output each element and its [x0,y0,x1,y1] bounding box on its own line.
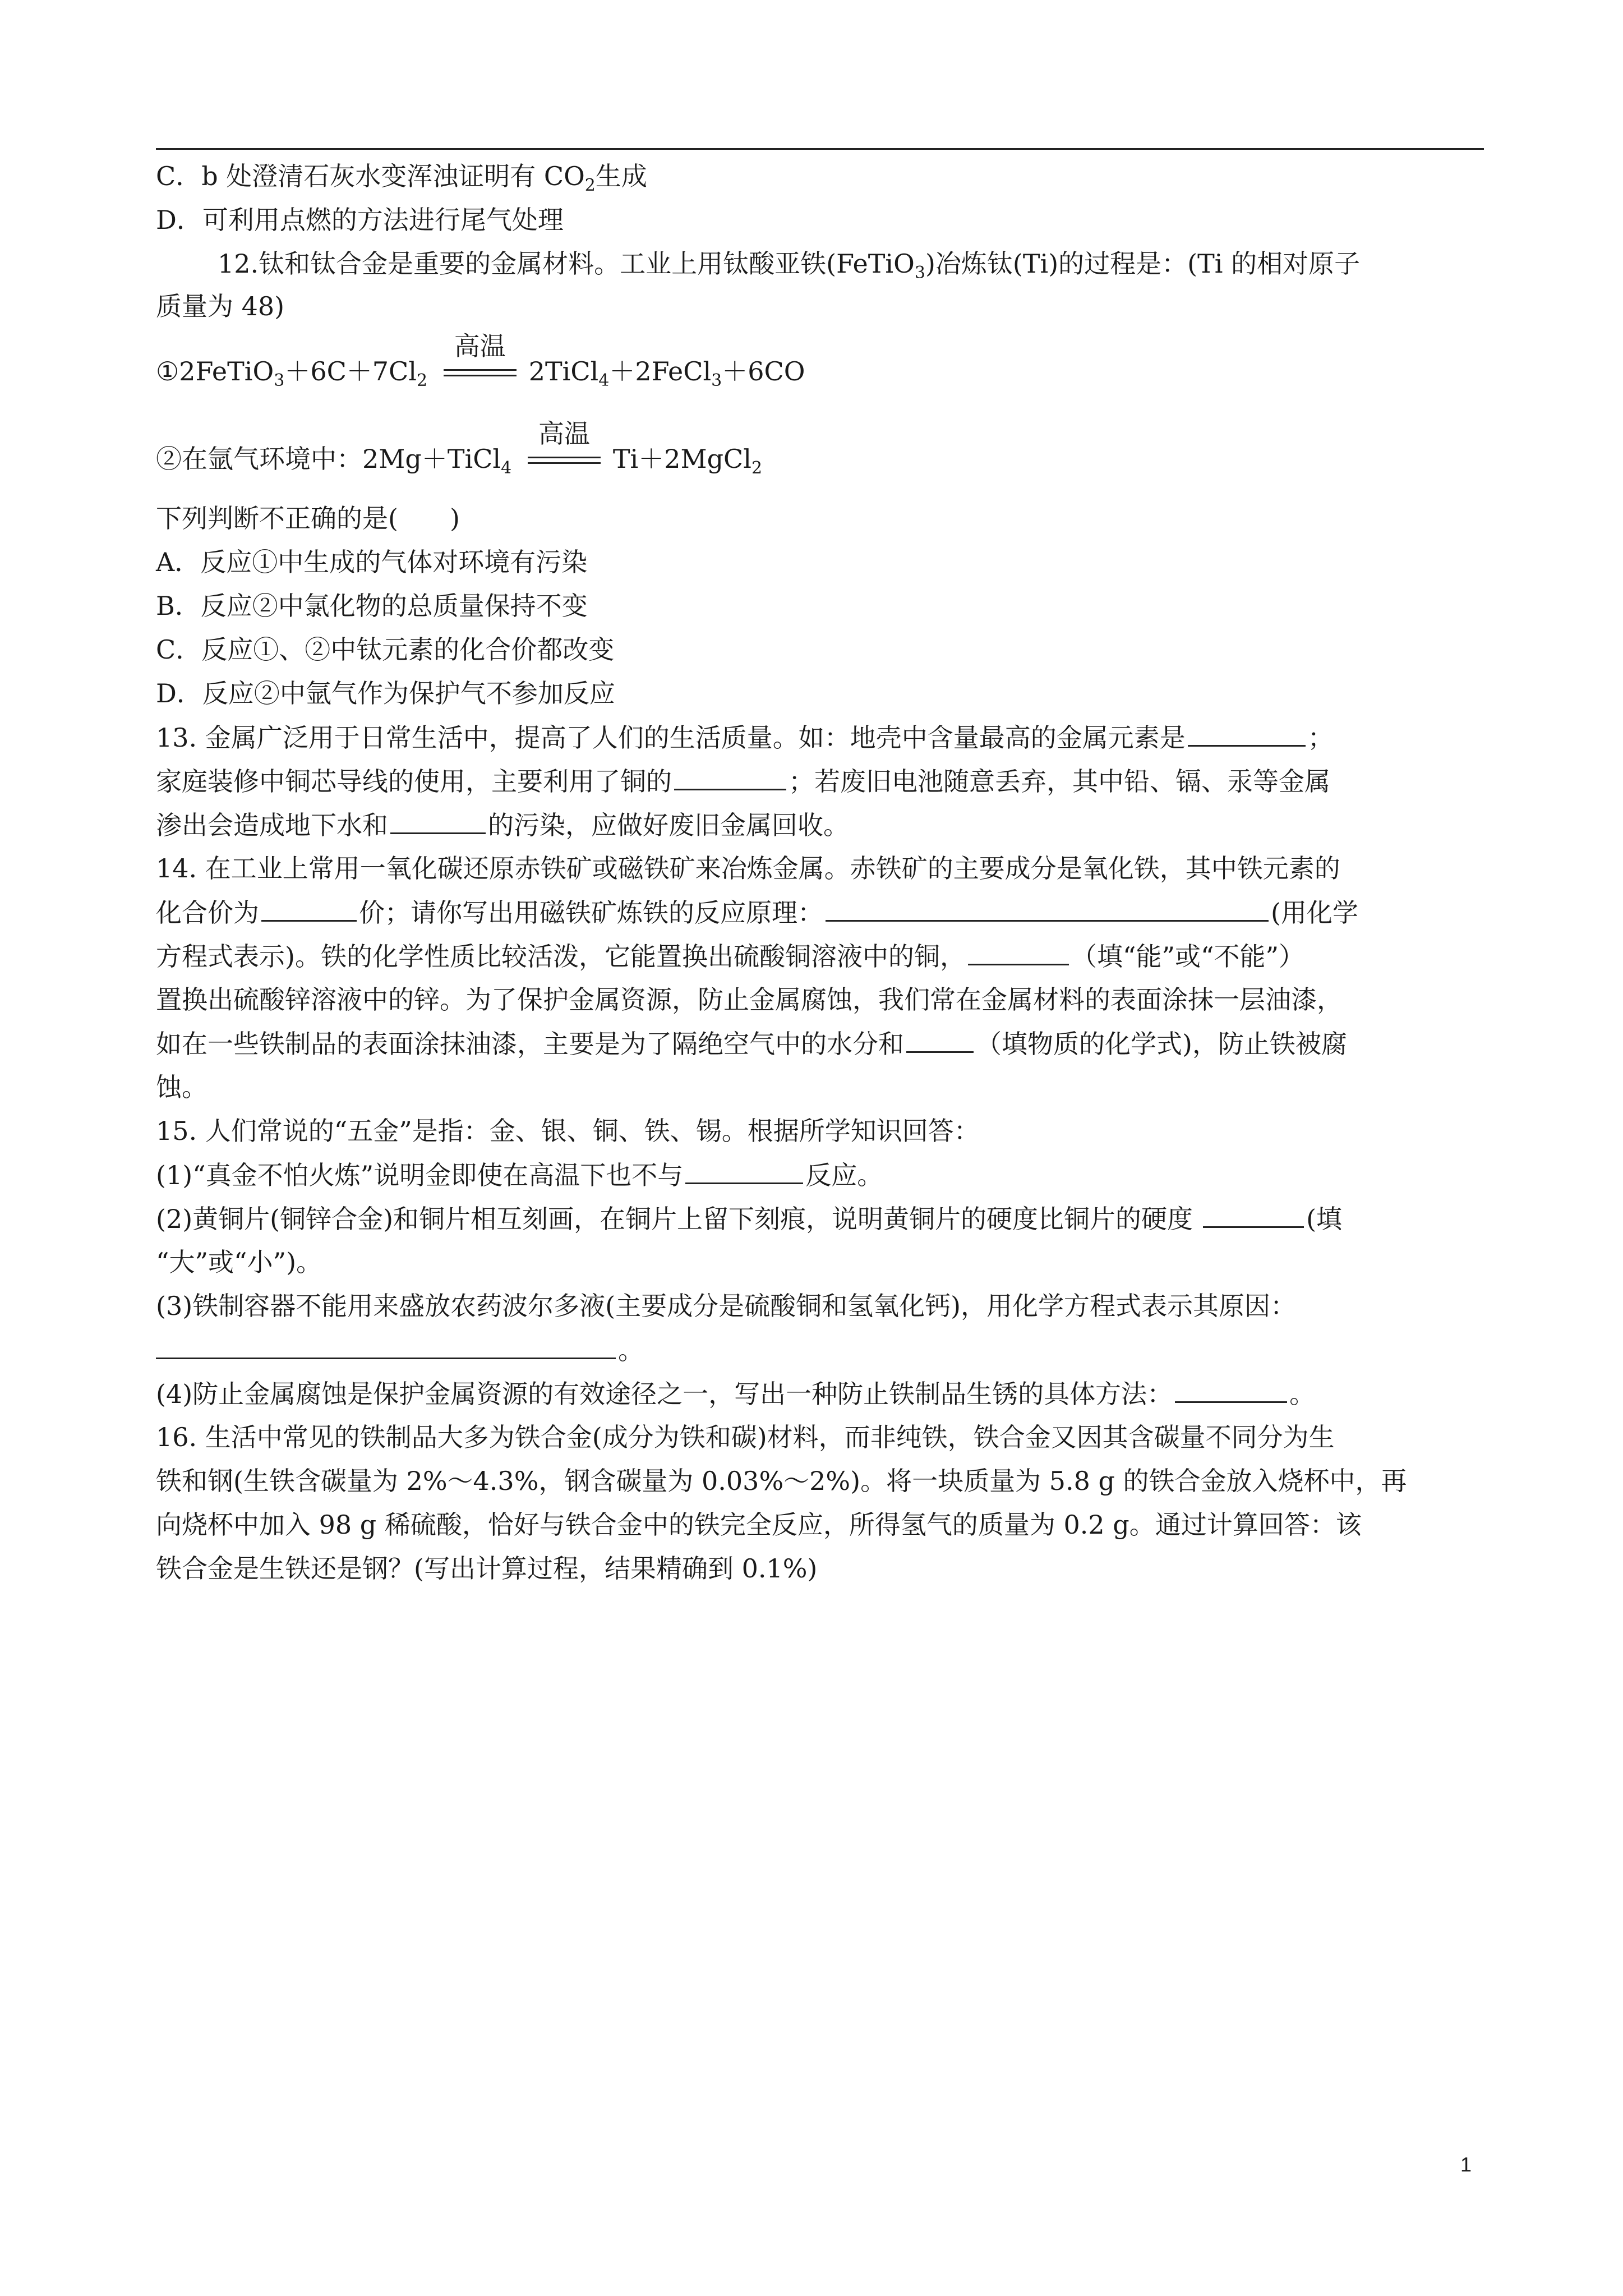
q15-part3 [156,1289,1496,1323]
question-text: 15. 人们常说的“五金”是指：金、银、铜、铁、锡。根据所学知识回答： [156,1116,980,1146]
q12-equation-1 [156,331,1496,398]
question-text: (4)防止金属腐蚀是保护金属资源的有效途径之一，写出一种防止铁制品生锈的具体方法： [156,1379,1173,1409]
answer-blank[interactable] [261,895,357,922]
q15-part2 [156,1202,1496,1236]
q12-option-b [156,589,1496,623]
answer-blank[interactable] [685,1158,803,1184]
reaction-condition: 高温 [454,331,506,361]
q12-option-c [156,633,1496,666]
q15-part4 [156,1377,1496,1411]
q14-line5 [156,1027,1496,1061]
question-text: 家庭装修中铜芯导线的使用，主要利用了铜的 [156,766,672,797]
q12-stem-text: 12.钛和钛合金是重要的金属材料。工业上用钛酸亚铁(FeTiO [218,249,915,279]
q12-stem-tail: )冶炼钛(Ti)的过程是：(Ti 的相对原子 [925,249,1361,279]
q12-question [156,501,1496,535]
q15-part3-answer [156,1333,1496,1367]
q14-line2 [156,895,1496,930]
q12-option-a [156,545,1496,579]
answer-blank[interactable] [1175,1377,1287,1403]
q13-line2 [156,764,1496,798]
question-text: 。 [1289,1379,1316,1409]
subscript: 3 [711,371,722,390]
question-text: 下列判断不正确的是( ) [156,503,460,533]
subscript: 4 [501,458,512,478]
equation-term: ＋6C＋7Cl [284,356,417,386]
q11-option-d-text: D．可利用点燃的方法进行尾气处理 [156,205,564,235]
question-text: 蚀。 [156,1072,208,1102]
option-text: D．反应②中氩气作为保护气不参加反应 [156,678,615,708]
reaction-condition: 高温 [538,418,590,449]
question-text: 如在一些铁制品的表面涂抹油漆，主要是为了隔绝空气中的水分和 [156,1029,904,1059]
q11-option-d [156,203,1496,237]
subscript: 2 [751,458,763,478]
q12-stem-line1 [218,247,1558,290]
q14-line6 [156,1070,1496,1104]
equation-term: 2TiCl [528,356,599,386]
question-text: 置换出硫酸锌溶液中的锌。为了保护金属资源，防止金属腐蚀，我们常在金属材料的表面涂抹一层油漆， [156,984,1343,1015]
question-text: (2)黄铜片(铜锌合金)和铜片相互刻画，在铜片上留下刻痕，说明黄铜片的硬度比铜片的硬度 [156,1204,1193,1234]
subscript: 2 [584,176,596,195]
question-text: 。 [618,1335,644,1365]
equation-term: Ti＋2MgCl [612,444,751,474]
equation-term: ＋6CO [722,356,805,386]
question-text: (3)铁制容器不能用来盛放农药波尔多液(主要成分是硫酸铜和氢氧化钙)，用化学方程式表示其原因： [156,1291,1297,1321]
equation-term: ①2FeTiO [156,356,274,386]
reaction-arrow [444,331,517,390]
question-text: 13. 金属广泛用于日常生活中，提高了人们的生活质量。如：地壳中含量最高的金属元素是 [156,723,1186,753]
question-text: (填 [1306,1204,1343,1234]
q16-line3 [156,1508,1496,1542]
arrow-bar [444,375,517,376]
question-text: 14. 在工业上常用一氧化碳还原赤铁矿或磁铁矿来冶炼金属。赤铁矿的主要成分是氧化铁，其中铁元素的 [156,853,1340,884]
question-text: (用化学 [1271,898,1358,928]
question-text: 价；请你写出用磁铁矿炼铁的反应原理： [359,898,823,928]
question-text: 反应。 [805,1160,883,1190]
q14-line3 [156,939,1496,973]
equation-term: ＋2FeCl [609,356,712,386]
option-text: C．反应①、②中钛元素的化合价都改变 [156,634,615,665]
q13-line1 [156,720,1496,754]
page-number: 1 [1460,2153,1472,2176]
q11-option-c-text: C．b 处澄清石灰水变浑浊证明有 CO [156,161,585,191]
question-text: （填物质的化学式)，防止铁被腐 [976,1029,1347,1059]
option-text: B．反应②中氯化物的总质量保持不变 [156,591,588,621]
question-text: 的污染，应做好废旧金属回收。 [488,810,849,840]
question-text: “大”或“小”)。 [156,1247,322,1277]
answer-blank[interactable] [968,939,1069,965]
q12-option-d [156,677,1496,710]
q15-part1 [156,1158,1496,1192]
answer-blank[interactable] [1203,1202,1304,1228]
q14-line4 [156,983,1496,1016]
q16-line2 [156,1464,1496,1498]
answer-blank[interactable] [390,808,486,834]
arrow-bar [528,462,601,464]
question-text: 渗出会造成地下水和 [156,810,388,840]
q11-option-c [156,159,1496,203]
option-text: A．反应①中生成的气体对环境有污染 [156,547,588,577]
answer-blank[interactable] [674,764,786,790]
question-text: （填“能”或“不能”） [1071,941,1305,972]
arrow-bar [444,369,517,371]
answer-blank[interactable] [906,1027,974,1053]
reaction-arrow [528,418,601,478]
subscript: 4 [598,371,610,390]
q12-equation-2 [156,418,1496,485]
q15-part2-cont [156,1245,1496,1279]
question-text: 铁和钢(生铁含碳量为 2%～4.3%，钢含碳量为 0.03%～2%)。将一块质量为 5.8 g 的铁合金放入烧杯中，再 [156,1466,1407,1496]
q16-line4 [156,1552,1496,1585]
q11-option-c-tail: 生成 [595,161,647,191]
q16-line1 [156,1420,1496,1454]
header-rule [156,148,1484,150]
q13-line3 [156,808,1496,842]
question-text: 铁合金是生铁还是钢？(写出计算过程，结果精确到 0.1%) [156,1553,818,1584]
subscript: 3 [274,371,285,390]
question-text: 16. 生活中常见的铁制品大多为铁合金(成分为铁和碳)材料，而非纯铁，铁合金又因其含碳量不同分为生 [156,1422,1335,1452]
question-text: ；若废旧电池随意丢弃，其中铅、镉、汞等金属 [789,766,1330,797]
question-text: 化合价为 [156,898,259,928]
q15-line1 [156,1114,1496,1148]
q12-stem-text2: 质量为 48) [156,291,285,321]
answer-blank[interactable] [1188,720,1306,747]
arrow-bar [528,457,601,458]
subscript: 2 [416,371,428,390]
q12-stem-line2 [156,289,1496,323]
answer-blank[interactable] [156,1333,616,1359]
q14-line1 [156,852,1496,885]
question-text: 方程式表示)。铁的化学性质比较活泼，它能置换出硫酸铜溶液中的铜， [156,941,966,972]
question-text: ； [1307,723,1334,753]
question-text: 向烧杯中加入 98 g 稀硫酸，恰好与铁合金中的铁完全反应，所得氢气的质量为 0.2 g。通过计算回答：该 [156,1510,1362,1540]
question-text: (1)“真金不怕火炼”说明金即使在高温下也不与 [156,1160,684,1190]
answer-blank[interactable] [826,895,1269,922]
subscript: 3 [914,263,925,283]
equation-term: ②在氩气环境中：2Mg＋TiCl [156,444,501,474]
